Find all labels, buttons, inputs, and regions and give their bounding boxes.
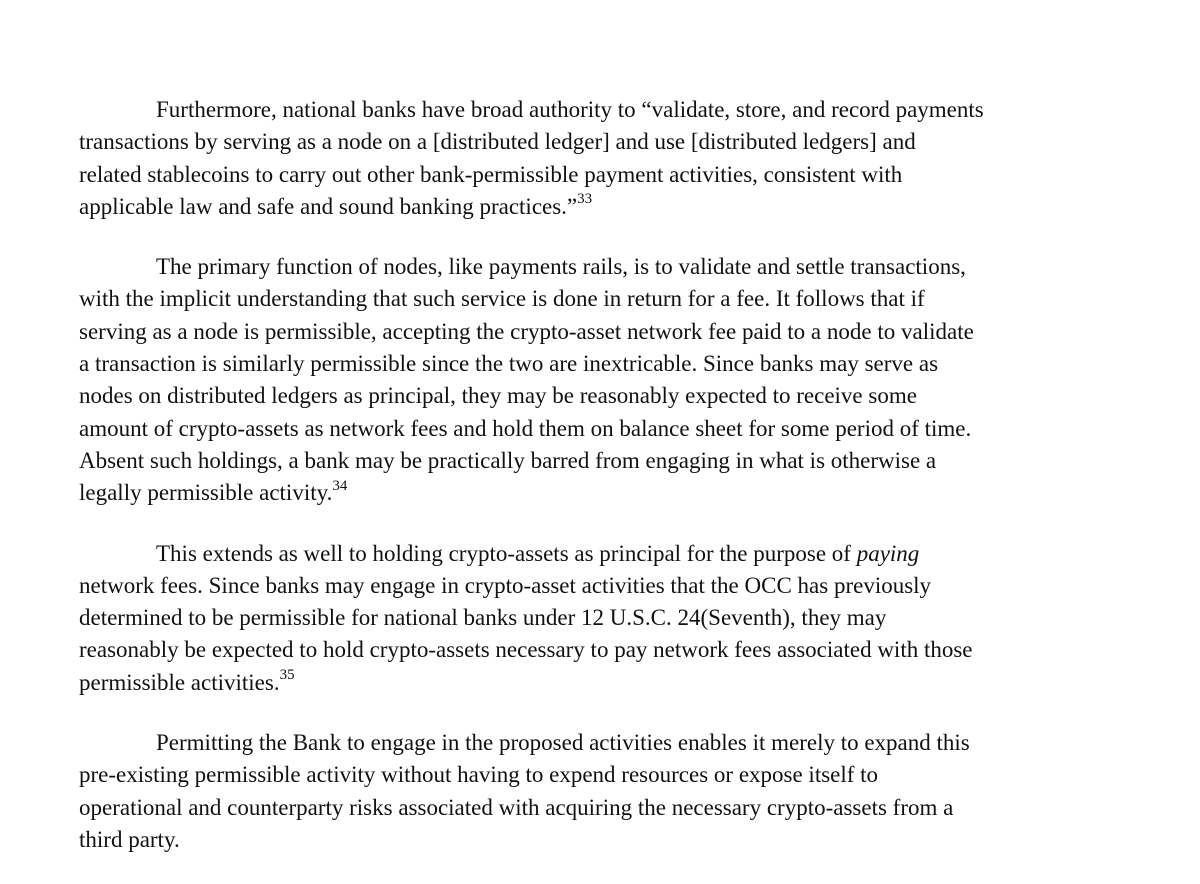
text-line: transactions by serving as a node on a [distributed ledger] and use [distributed ledgers] and: [79, 129, 916, 155]
text-line-content: applicable law and safe and sound banking practices.”: [79, 193, 578, 219]
italic-word: paying: [856, 540, 920, 566]
text-line: network fees. Since banks may engage in crypto-asset activities that the OCC has previously: [79, 572, 932, 598]
paragraph-paying-fees: [79, 538, 1109, 699]
paragraph-proposed-activities: [79, 727, 1109, 856]
text-line-content: This extends as well to holding crypto-assets as principal for the purpose of: [156, 540, 857, 566]
document-page: [79, 94, 1109, 884]
text-line: [79, 667, 1109, 699]
text-line: third party.: [79, 826, 180, 852]
footnote-marker: 35: [279, 667, 295, 684]
text-line-content: permissible activities.: [79, 669, 280, 695]
paragraph-node-authority: [79, 94, 1109, 223]
text-line: Furthermore, national banks have broad authority to “validate, store, and record payments: [156, 97, 984, 122]
text-line: [79, 538, 1109, 570]
text-line: a transaction is similarly permissible since the two are inextricable. Since banks may serve as: [79, 351, 939, 377]
text-line: determined to be permissible for national banks under 12 U.S.C. 24(Seventh), they may: [79, 605, 887, 631]
paragraph-node-function: [79, 251, 1109, 509]
text-line-content: legally permissible activity.: [79, 480, 333, 506]
text-line: amount of crypto-assets as network fees and hold them on balance sheet for some period of time.: [79, 415, 972, 441]
text-line: Permitting the Bank to engage in the proposed activities enables it merely to expand this: [156, 730, 970, 756]
text-line: reasonably be expected to hold crypto-assets necessary to pay network fees associated with those: [79, 637, 973, 663]
text-line: nodes on distributed ledgers as principal, they may be reasonably expected to receive some: [79, 383, 917, 409]
text-line: serving as a node is permissible, accepting the crypto-asset network fee paid to a node to validate: [79, 318, 974, 344]
footnote-marker: 34: [332, 477, 348, 494]
text-line: related stablecoins to carry out other bank-permissible payment activities, consistent with: [79, 161, 903, 187]
text-line: with the implicit understanding that such service is done in return for a fee. It follows that if: [79, 286, 925, 312]
text-line: operational and counterparty risks associated with acquiring the necessary crypto-assets from a: [79, 794, 954, 820]
text-line: Absent such holdings, a bank may be practically barred from engaging in what is otherwise a: [79, 447, 937, 473]
text-line: The primary function of nodes, like payments rails, is to validate and settle transactions,: [156, 254, 966, 280]
text-line: [79, 191, 1109, 223]
text-line: pre-existing permissible activity without having to expend resources or expose itself to: [79, 762, 879, 788]
footnote-marker: 33: [577, 191, 593, 208]
text-line: [79, 477, 1109, 509]
